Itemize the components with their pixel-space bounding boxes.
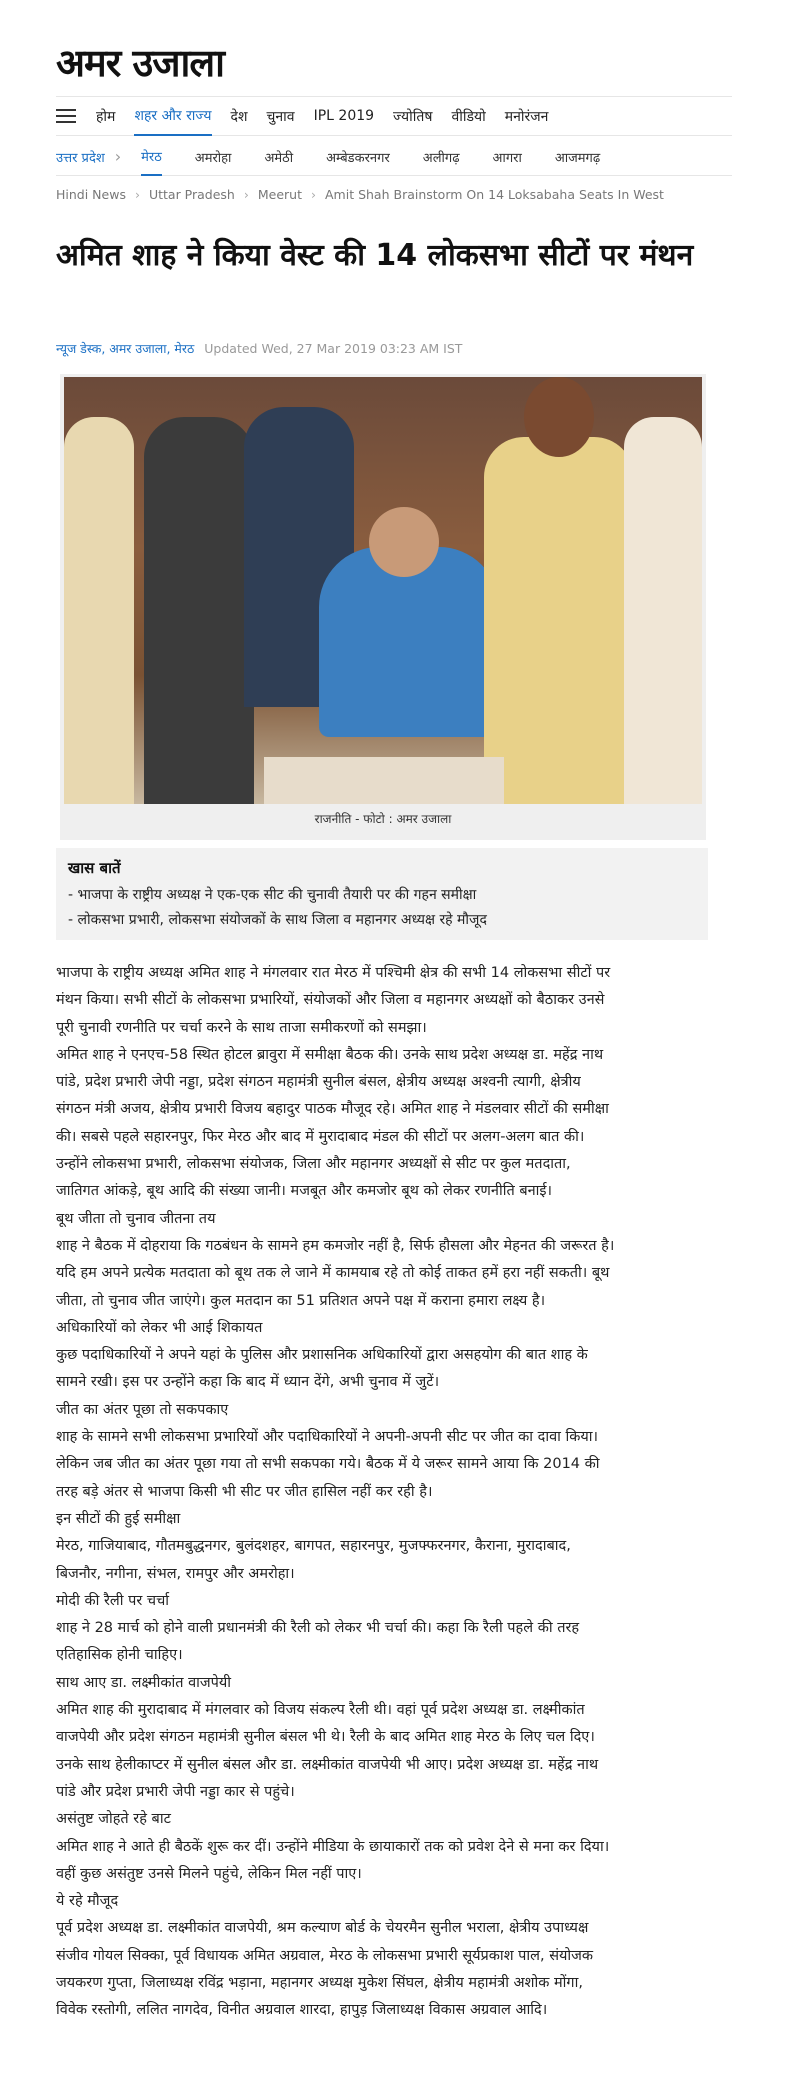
site-logo[interactable]: अमर उजाला: [56, 40, 224, 85]
article-line: मंथन किया। सभी सीटों के लोकसभा प्रभारियों, संयोजकों और जिला व महानगर अध्यक्षों को बैठाकर उनसे: [56, 992, 605, 1009]
article-line: भाजपा के राष्ट्रीय अध्यक्ष अमित शाह ने मंगलवार रात मेरठ में पश्चिमी क्षेत्र की सभी 14 लोकसभा सीटों पर: [56, 965, 611, 981]
nav-item[interactable]: मनोरंजन: [504, 108, 549, 125]
breadcrumb-item[interactable]: Uttar Pradesh: [148, 187, 235, 202]
article-line: वहीं कुछ असंतुष्ट उनसे मिलने पहुंचे, लेकिन मिल नहीं पाए।: [56, 1865, 362, 1882]
article-line: वाजपेयी और प्रदेश संगठन महामंत्री सुनील बंसल भी थे। रैली के बाद अमित शाह मेरठ के लिए चल दिए।: [56, 1729, 595, 1746]
breadcrumb: [56, 187, 664, 202]
article-line: जयकरण गुप्ता, जिलाध्यक्ष रविंद्र भड़ाना, महानगर अध्यक्ष मुकेश सिंघल, क्षेत्रीय महामंत्री अशोक मोंगा,: [56, 1974, 583, 1991]
article-line: अमित शाह की मुरादाबाद में मंगलवार को विजय संकल्प रैली थी। वहां पूर्व प्रदेश अध्यक्ष डा. लक्ष्मीकांत: [56, 1702, 585, 1719]
article-line: मोदी की रैली पर चर्चा: [56, 1592, 170, 1609]
nav-item[interactable]: चुनाव: [266, 108, 295, 125]
article-line: बूथ जीता तो चुनाव जीतना तय: [56, 1210, 216, 1227]
article-line: जीत का अंतर पूछा तो सकपकाए: [56, 1401, 229, 1418]
article-line: पूर्व प्रदेश अध्यक्ष डा. लक्ष्मीकांत वाजपेयी, श्रम कल्याण बोर्ड के चेयरमैन सुनील भराला, क्षेत्रीय उपाध्यक्ष: [56, 1920, 589, 1937]
breadcrumb-item[interactable]: Meerut: [257, 187, 302, 202]
article-line: शाह ने 28 मार्च को होने वाली प्रधानमंत्री की रैली को लेकर भी चर्चा की। कहा कि रैली पहले की तरह: [56, 1620, 580, 1637]
city-nav-item[interactable]: मेरठ: [141, 138, 162, 176]
city-nav-item[interactable]: अलीगढ़: [422, 150, 460, 166]
article-line: मेरठ, गाजियाबाद, गौतमबुद्धनगर, बुलंदशहर, बागपत, सहारनपुर, मुजफ्फरनगर, कैराना, मुरादाबाद,: [56, 1538, 571, 1555]
page-title: अमित शाह ने किया वेस्ट की 14 लोकसभा सीटों पर मंथन: [56, 238, 694, 273]
city-nav-item[interactable]: अमरोहा: [194, 150, 232, 166]
updated-timestamp: Updated Wed, 27 Mar 2019 03:23 AM IST: [204, 341, 463, 356]
article-line: असंतुष्ट जोहते रहे बाट: [56, 1811, 171, 1828]
article-line: एतिहासिक होनी चाहिए।: [56, 1647, 183, 1664]
article-line: लेकिन जब जीत का अंतर पूछा गया तो सभी सकपका गये। बैठक में ये जरूर सामने आया कि 2014 की: [56, 1456, 600, 1473]
article-figure: [60, 374, 706, 840]
chevron-right-icon: ›: [114, 147, 122, 166]
nav-item[interactable]: शहर और राज्य: [134, 96, 211, 136]
article-line: उन्होंने लोकसभा प्रभारी, लोकसभा संयोजक, जिला और महानगर अध्यक्षों से सीट पर कुल मतदाता,: [56, 1156, 571, 1173]
city-nav-item[interactable]: अम्बेडकरनगर: [326, 150, 390, 166]
breadcrumb-current: Amit Shah Brainstorm On 14 Loksabaha Seats In West: [325, 187, 664, 202]
city-nav-item[interactable]: आजमगढ़: [554, 150, 601, 166]
article-photo[interactable]: [64, 377, 702, 804]
breadcrumb-separator-icon: ›: [134, 187, 140, 202]
city-nav: [56, 138, 732, 176]
article-line: जातिगत आंकड़े, बूथ आदि की संख्या जानी। मजबूत और कमजोर बूथ को लेकर रणनीति बनाई।: [56, 1183, 553, 1200]
article-line: अमित शाह ने आते ही बैठकें शुरू कर दीं। उन्होंने मीडिया के छायाकारों तक को प्रवेश देने से मना कर दिया।: [56, 1838, 610, 1855]
photo-caption: राजनीति - फोटो : अमर उजाला: [314, 812, 452, 826]
author-link[interactable]: न्यूज डेस्क, अमर उजाला, मेरठ: [56, 341, 195, 356]
state-label: उत्तर प्रदेश: [56, 150, 105, 166]
article-line: सामने रखी। इस पर उन्होंने कहा कि बाद में ध्यान देंगे, अभी चुनाव में जुटें।: [56, 1374, 440, 1391]
breadcrumb-separator-icon: ›: [243, 187, 249, 202]
key-point: - लोकसभा प्रभारी, लोकसभा संयोजकों के साथ जिला व महानगर अध्यक्ष रहे मौजूद: [68, 912, 487, 928]
article-line: यदि हम अपने प्रत्येक मतदाता को बूथ तक ले जाने में कामयाब रहे तो कोई ताकत हमें हरा नहीं सकती। बूथ: [56, 1265, 610, 1282]
article-line: पांडे, प्रदेश प्रभारी जेपी नड्डा, प्रदेश संगठन महामंत्री सुनील बंसल, क्षेत्रीय अध्यक्ष अश्वनी त्यागी, क्षेत्रीय: [56, 1074, 581, 1091]
article-line: साथ आए डा. लक्ष्मीकांत वाजपेयी: [56, 1674, 232, 1691]
article-line: अधिकारियों को लेकर भी आई शिकायत: [56, 1319, 263, 1336]
article-line: विवेक रस्तोगी, ललित नागदेव, विनीत अग्रवाल शारदा, हापुड़ जिलाध्यक्ष विकास अग्रवाल आदि।: [56, 2002, 548, 2019]
nav-item[interactable]: वीडियो: [451, 108, 486, 125]
breadcrumb-separator-icon: ›: [311, 187, 316, 202]
breadcrumb-item[interactable]: Hindi News: [56, 187, 126, 202]
article-line: बिजनौर, नगीना, संभल, रामपुर और अमरोहा।: [56, 1565, 295, 1582]
article-line: पांडे और प्रदेश प्रभारी जेपी नड्डा कार से पहुंचे।: [56, 1783, 295, 1800]
article-line: ये रहे मौजूद: [56, 1893, 119, 1910]
article-line: अमित शाह ने एनएच-58 स्थित होटल ब्रावुरा में समीक्षा बैठक की। उनके साथ प्रदेश अध्यक्ष डा. महेंद्र नाथ: [56, 1046, 604, 1063]
city-nav-item[interactable]: अमेठी: [264, 150, 294, 166]
nav-item[interactable]: देश: [230, 108, 248, 125]
menu-icon[interactable]: [56, 109, 76, 123]
byline: [56, 340, 462, 357]
key-point: - भाजपा के राष्ट्रीय अध्यक्ष ने एक-एक सीट की चुनावी तैयारी पर की गहन समीक्षा: [68, 887, 477, 903]
state-link[interactable]: [56, 147, 141, 166]
nav-item[interactable]: IPL 2019: [313, 108, 375, 124]
article-line: उनके साथ हेलीकाप्टर में सुनील बंसल और डा. लक्ष्मीकांत वाजपेयी भी आए। प्रदेश अध्यक्ष डा. महेंद्र नाथ: [56, 1756, 599, 1773]
article-line: शाह ने बैठक में दोहराया कि गठबंधन के सामने हम कमजोर नहीं है, सिर्फ हौसला और मेहनत की जरूरत है।: [56, 1237, 615, 1254]
key-points-box: [56, 848, 708, 940]
city-nav-item[interactable]: आगरा: [492, 150, 522, 166]
article-line: कुछ पदाधिकारियों ने अपने यहां के पुलिस और प्रशासनिक अधिकारियों द्वारा असहयोग की बात शाह के: [56, 1347, 588, 1364]
article-line: की। सबसे पहले सहारनपुर, फिर मेरठ और बाद में मुरादाबाद मंडल की सीटों पर अलग-अलग बात की।: [56, 1128, 585, 1145]
key-points-title: खास बातें: [68, 859, 121, 877]
nav-item[interactable]: ज्योतिष: [393, 108, 433, 125]
main-nav: [56, 96, 732, 136]
article-line: पूरी चुनावी रणनीति पर चर्चा करने के साथ ताजा समीकरणों को समझा।: [56, 1019, 427, 1036]
article-line: संजीव गोयल सिक्का, पूर्व विधायक अमित अग्रवाल, मेरठ के लोकसभा प्रभारी सूर्यप्रकाश पाल, संयोजक: [56, 1947, 594, 1964]
article-body: [56, 960, 732, 2025]
article-line: संगठन मंत्री अजय, क्षेत्रीय प्रभारी विजय बहादुर पाठक मौजूद रहे। अमित शाह ने मंडलवार सीटों की समीक्षा: [56, 1101, 609, 1118]
article-line: तरह बड़े अंतर से भाजपा किसी भी सीट पर जीत हासिल नहीं कर रही है।: [56, 1483, 433, 1500]
article-line: जीता, तो चुनाव जीत जाएंगे। कुल मतदान का 51 प्रतिशत अपने पक्ष में कराना हमारा लक्ष्य है।: [56, 1292, 546, 1309]
article-line: शाह के सामने सभी लोकसभा प्रभारियों और पदाधिकारियों ने अपनी-अपनी सीट पर जीत का दावा किया।: [56, 1429, 599, 1446]
article-line: इन सीटों की हुई समीक्षा: [56, 1510, 181, 1527]
nav-item[interactable]: होम: [96, 108, 116, 125]
